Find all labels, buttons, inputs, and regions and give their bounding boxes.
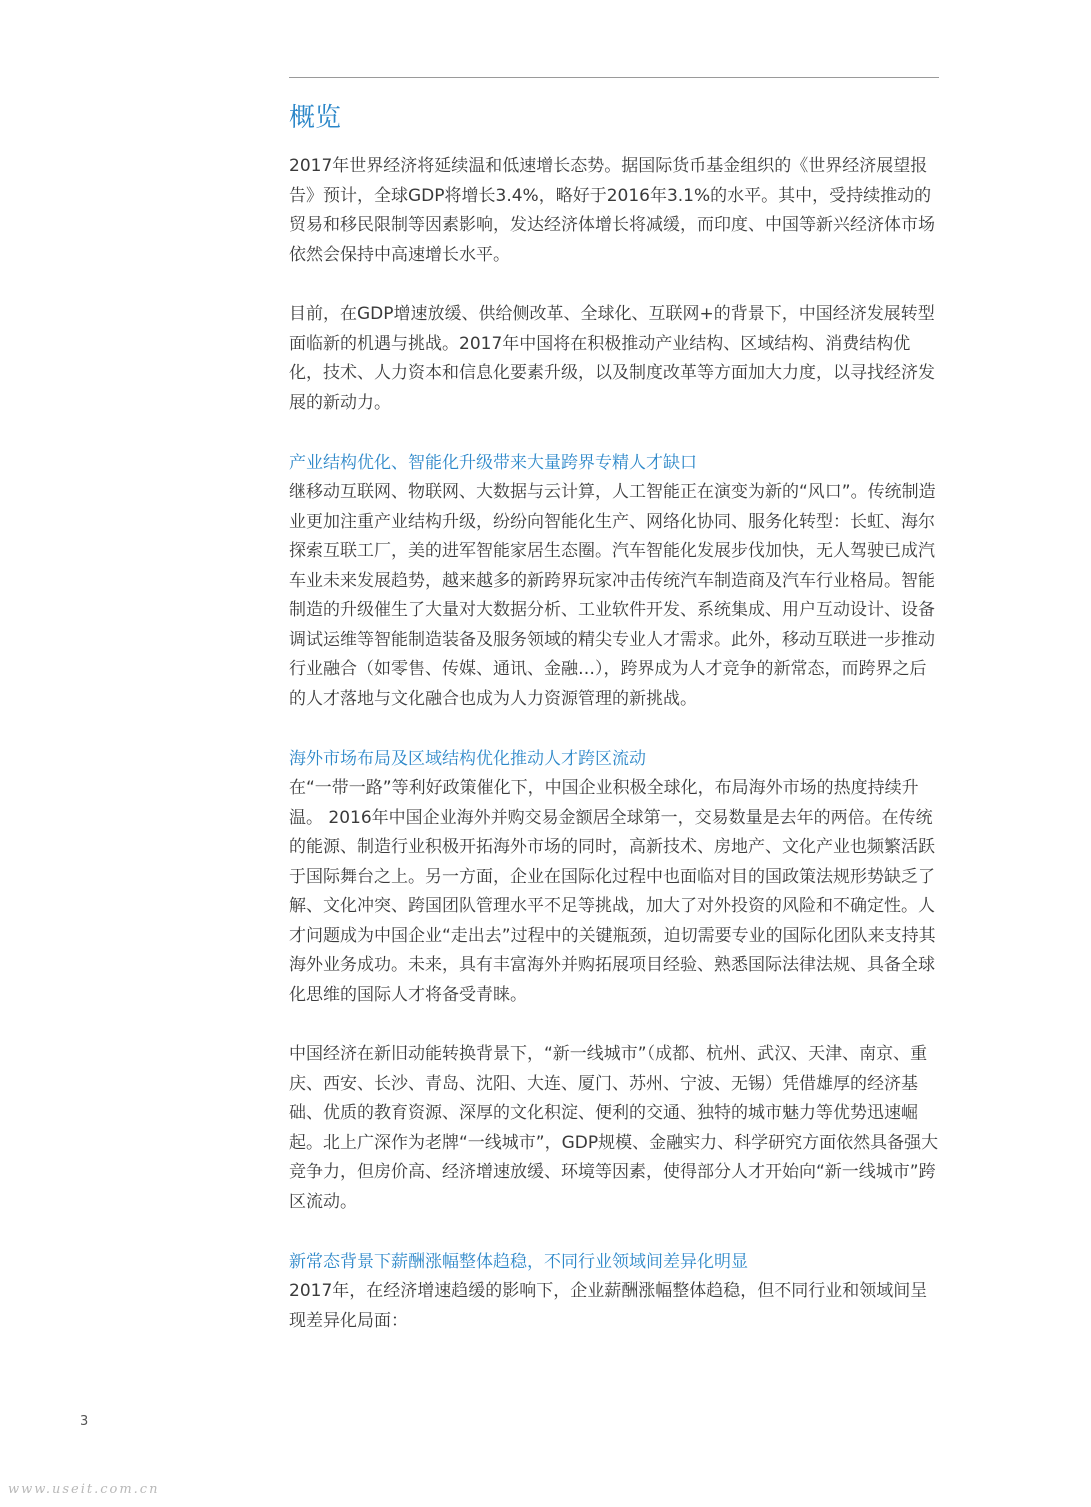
- intro-paragraph-2: 目前，在GDP增速放缓、供给侧改革、全球化、互联网+的背景下，中国经济发展转型面临新的机遇与挑战。2017年中国将在积极推动产业结构、区域结构、消费结构优化，技术、人力资本和信息化要素升级，以及制度改革等方面加大力度，以寻找经济发展的新动力。: [289, 304, 935, 413]
- page-title: 概览: [289, 103, 342, 133]
- intro-paragraph-1: 2017年世界经济将延续温和低速增长态势。据国际货币基金组织的《世界经济展望报告》预计，全球GDP将增长3.4%，略好于2016年3.1%的水平。其中，受持续推动的贸易和移民限制等因素影响，发达经济体增长将减缓，而印度、中国等新兴经济体市场依然会保持中高速增长水平。: [289, 156, 935, 265]
- section-body-overseas: 在“一带一路”等利好政策催化下，中国企业积极全球化，布局海外市场的热度持续升温。 2016年中国企业海外并购交易金额居全球第一，交易数量是去年的两倍。在传统的能源、制造行业积极开拓海外市场的同时，高新技术、房地产、文化产业也频繁活跃于国际舞台之上。另一方面，企业在国际化过程中也面临对目的国政策法规形势缺乏了解、文化冲突、跨国团队管理水平不足等挑战，加大了对外投资的风险和不确定性。人才问题成为中国企业“走出去”过程中的关键瓶颈，迫切需要专业的国际化团队来支持其海外业务成功。未来，具有丰富海外并购拓展项目经验、熟悉国际法律法规、具备全球化思维的国际人才将备受青睐。: [289, 778, 936, 1005]
- top-divider: [289, 77, 939, 78]
- section-body-salary: 2017年，在经济增速趋缓的影响下，企业薪酬涨幅整体趋稳，但不同行业和领域间呈现差异化局面：: [289, 1281, 928, 1331]
- page-number: 3: [80, 1414, 89, 1429]
- section-heading-overseas: 海外市场布局及区域结构优化推动人才跨区流动: [289, 749, 646, 769]
- main-content: [289, 98, 939, 1336]
- section-heading-industry: 产业结构优化、智能化升级带来大量跨界专精人才缺口: [289, 453, 697, 473]
- section-heading-salary: 新常态背景下薪酬涨幅整体趋稳，不同行业领域间差异化明显: [289, 1252, 748, 1272]
- section-body-industry: 继移动互联网、物联网、大数据与云计算，人工智能正在演变为新的“风口”。传统制造业更加注重产业结构升级，纷纷向智能化生产、网络化协同、服务化转型：长虹、海尔探索互联工厂，美的进军智能家居生态圈。汽车智能化发展步伐加快，无人驾驶已成汽车业未来发展趋势，越来越多的新跨界玩家冲击传统汽车制造商及汽车行业格局。智能制造的升级催生了大量对大数据分析、工业软件开发、系统集成、用户互动设计、设备调试运维等智能制造装备及服务领域的精尖专业人才需求。此外，移动互联进一步推动行业融合（如零售、传媒、通讯、金融…），跨界成为人才竞争的新常态，而跨界之后的人才落地与文化融合也成为人力资源管理的新挑战。: [289, 482, 936, 709]
- section-body-new-tier-cities: 中国经济在新旧动能转换背景下，“新一线城市”（成都、杭州、武汉、天津、南京、重庆、西安、长沙、青岛、沈阳、大连、厦门、苏州、宁波、无锡）凭借雄厚的经济基础、优质的教育资源、深厚的文化积淀、便利的交通、独特的城市魅力等优势迅速崛起。北上广深作为老牌“一线城市”，GDP规模、金融实力、科学研究方面依然具备强大竞争力，但房价高、经济增速放缓、环境等因素，使得部分人才开始向“新一线城市”跨区流动。: [289, 1044, 939, 1212]
- watermark: www.useit.com.cn: [8, 1482, 160, 1497]
